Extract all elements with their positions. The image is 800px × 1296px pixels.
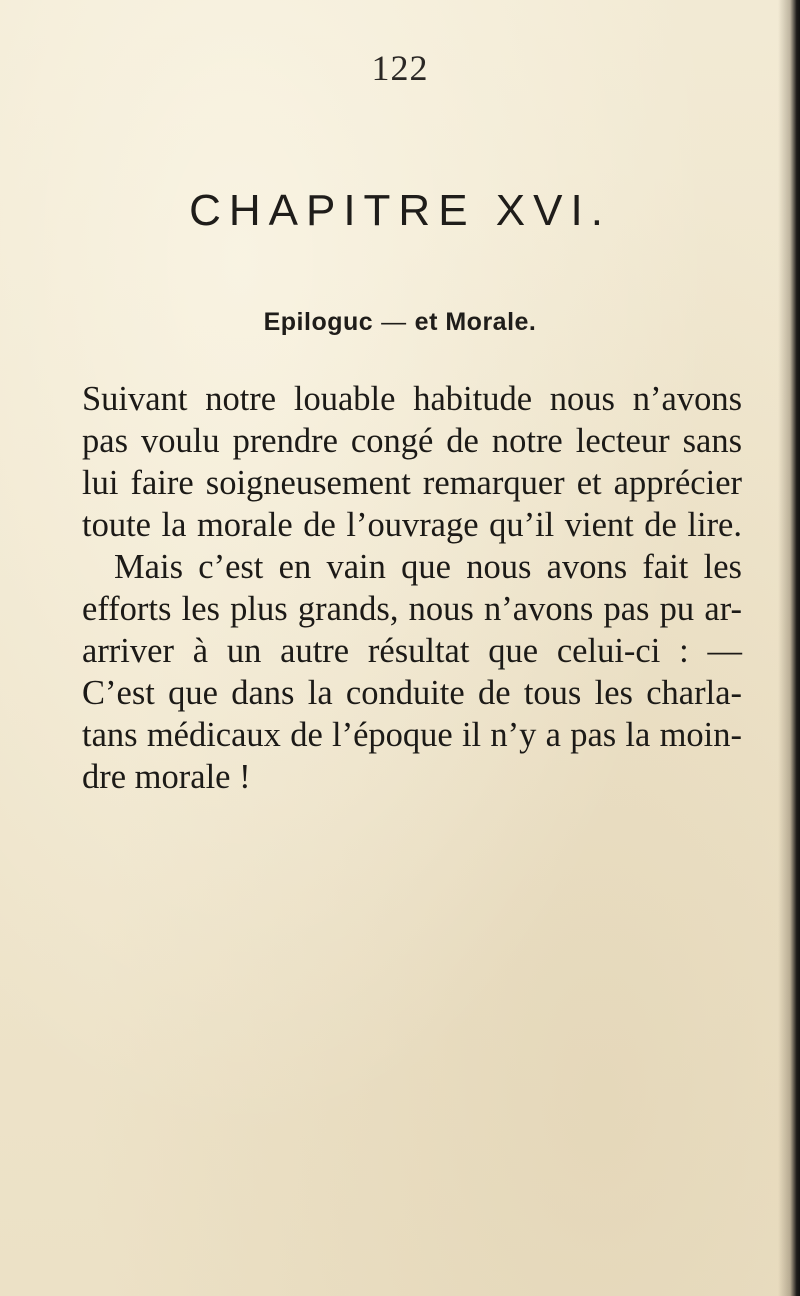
text-line: tans médicaux de l’époque il n’y a pas la moin- (82, 716, 742, 754)
text-line: dre morale ! (82, 758, 251, 796)
subtitle-part-epilogue: Epiloguc (263, 308, 374, 336)
chapter-title: CHAPITRE XVI. (189, 186, 611, 235)
text-line: toute la morale de l’ouvrage qu’il vient de lire. (82, 506, 742, 544)
body-paragraph (82, 378, 742, 798)
text-line: lui faire soigneusement remarquer et apprécier (82, 464, 742, 502)
text-line: Mais c’est en vain que nous avons fait les (114, 548, 742, 586)
page-number: 122 (371, 48, 429, 88)
subtitle-part-morale: et Morale. (414, 308, 537, 336)
text-line: pas voulu prendre congé de notre lecteur sans (82, 422, 742, 460)
text-line: C’est que dans la conduite de tous les charla- (82, 674, 742, 712)
subtitle-dash: — (381, 308, 407, 336)
chapter-subtitle (0, 308, 800, 337)
text-line: arriver à un autre résultat que celui-ci : — (82, 632, 742, 670)
text-line: efforts les plus grands, nous n’avons pas pu ar- (82, 590, 742, 628)
text-line: Suivant notre louable habitude nous n’avons (82, 380, 742, 418)
